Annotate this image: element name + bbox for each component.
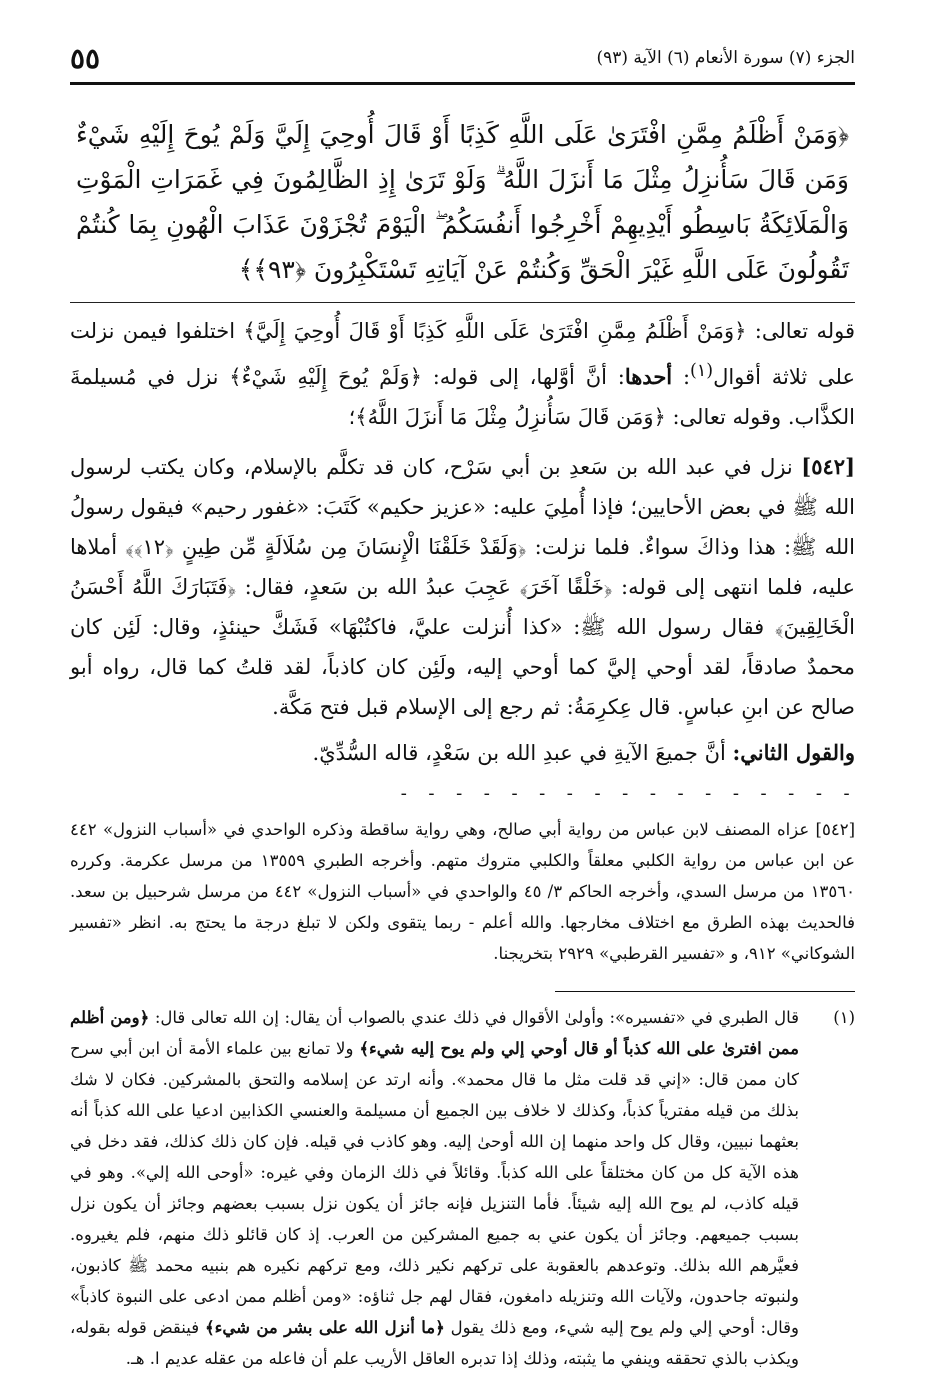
intro-colon: :	[672, 365, 691, 389]
header-rule	[70, 82, 855, 85]
first-opinion-text: : أنَّ أوَّلها، إلى قوله: ﴿وَلَمْ يُوحَ إِلَيْهِ شَيْءٌ﴾ نزل في مُسيلمةَ الكذَّاب. وقوله تعالى: ﴿وَمَن قَالَ سَأُنزِلُ مِثْلَ مَا أَنزَلَ اللَّهُ﴾؛	[70, 365, 855, 429]
footnote-lead: قال الطبري في «تفسيره»: وأولىٰ الأقوال في ذلك عندي بالصواب أن يقال: إن الله تعالى قال:	[149, 1008, 799, 1027]
verse-separator-rule	[70, 302, 855, 303]
footnote	[70, 1002, 855, 1374]
quran-verse: ﴿وَمَنْ أَظْلَمُ مِمَّنِ افْتَرَىٰ عَلَى اللَّهِ كَذِبًا أَوْ قَالَ أُوحِيَ إِلَيَّ وَلَمْ يُوحَ إِلَيْهِ شَيْءٌ وَمَن قَالَ سَأُنزِلُ مِثْلَ مَا أَنزَلَ اللَّهُ ۗ وَلَوْ تَرَىٰ إِذِ الظَّالِمُونَ فِي غَمَرَاتِ الْمَوْتِ وَالْمَلَائِكَةُ بَاسِطُو أَيْدِيهِمْ أَخْرِجُوا أَنفُسَكُمُ ۖ الْيَوْمَ تُجْزَوْنَ عَذَابَ الْهُونِ بِمَا كُنتُمْ تَقُولُونَ عَلَى اللَّهِ غَيْرَ الْحَقِّ وَكُنتُمْ عَنْ آيَاتِهِ تَسْتَكْبِرُونَ ﴿٩٣﴾﴾	[76, 120, 849, 284]
page-header	[70, 42, 855, 84]
narration-reference: [٥٤٢]	[801, 454, 855, 479]
intro-verse-quote: ﴿وَمَنْ أَظْلَمُ مِمَّنِ افْتَرَىٰ عَلَى اللَّهِ كَذِبًا أَوْ قَالَ أُوحِيَ إِلَيَّ﴾	[243, 319, 747, 343]
second-opinion-text: أنَّ جميعَ الآيةِ في عبدِ الله بن سَعْدٍ، قاله السُّدِّيّ.	[312, 741, 733, 765]
footnote-verse-quote: ﴿ومن أظلم ممن افترىٰ على الله كذباً أو قال أوحي إلي ولم يوح إليه شيء﴾	[70, 1008, 800, 1058]
dashed-separator: - - - - - - - - - - - - - - - - -	[398, 783, 855, 804]
intro-lead: قوله تعالى:	[746, 319, 855, 343]
running-header-title: الجزء (٧) سورة الأنعام (٦) الآية (٩٣)	[596, 48, 855, 68]
narration-text: نزل في عبد الله بن سَعدِ بن أبي سَرْح، كان قد تكلَّم بالإسلام، وكان يكتب لرسول الله ﷺ في بعض الأحايين؛ فإذا أُملِيَ عليه: «عزيز حكيم» كَتَبَ: «غفور رحيم» فيقول رسولُ الله ﷺ: هذا وذاكَ سواءٌ. فلما نزلت: ﴿وَلَقَدْ خَلَقْنَا الْإِنسَانَ مِن سُلَالَةٍ مِّن طِينٍ ﴿١٢﴾﴾ أملاها عليه، فلما انتهى إلى قوله: ﴿خَلْقًا آخَرَ﴾ عَجِبَ عبدُ الله بن سَعدٍ، فقال: ﴿فَتَبَارَكَ اللَّهُ أَحْسَنُ الْخَالِقِينَ﴾ فقال رسول الله ﷺ: «كذا أُنزلت عليَّ، فاكتُبْهَا» فَشَكَّ حينئذٍ، وقال: لَئِن كان محمدٌ صادقاً، لقد أوحي إليَّ كما أوحي إليه، ولَئِن كان كاذباً، لقد قلتُ كما قال، رواه أبو صالح عن ابنِ عباسٍ. قال عِكرِمَةُ: ثم رجع إلى الإسلام قبل فتح مَكَّة.	[70, 455, 855, 719]
footnote-body	[70, 1002, 799, 1374]
second-opinion-paragraph	[70, 733, 855, 773]
first-opinion-label: أحدها	[624, 364, 673, 389]
footnote-number: (١)	[833, 1008, 855, 1027]
narration-paragraph	[70, 447, 855, 727]
takhrij-note	[70, 814, 855, 969]
tafsir-intro-paragraph	[70, 311, 855, 437]
second-opinion-label: والقول الثاني:	[732, 740, 855, 765]
footnote-text-end: فينقض قوله بقوله، ويكذب بالذي تحققه وينفي ما يثبته، وذلك إذا تدبره العاقل الأريب علم أن فاعله من عقله عديم ا. هـ.	[70, 1318, 799, 1368]
takhrij-reference: [٥٤٢]	[815, 820, 855, 839]
page-number: ٥٥	[70, 42, 101, 75]
footnote-verse-quote-2: ﴿ما أنزل الله على بشر من شيء﴾	[204, 1318, 445, 1337]
footnote-reference[interactable]: (١)	[690, 361, 714, 381]
footnote-text: ولا تمانع بين علماء الأمة أن ابن أبي سرح كان ممن قال: «إني قد قلت مثل ما قال محمد». وأنه ارتد عن إسلامه والتحق بالمشركين. فكان لا شك بذلك من قيله مفترياً كذباً، وكذلك لا خلاف بين الجميع أن مسيلمة والعنسي الكذابين ادعيا على الله كذباً أنه بعثهما نبيين، وقال كل واحد منهما إن الله أوحىٰ إليه. وهو كاذب في قيله. فإن كان ذلك كذلك، فقد دخل في هذه الآية كل من كان مختلقاً على الله كذباً. وقائلاً في ذلك الزمان وفي غيره: «أوحى الله إلي». وهو في قيله كاذب، لم يوح الله إليه شيئاً. فأما التنزيل فإنه جائز أن يكون نزل بسبب بعضهم وجائز أن يكون نزل بسبب جميعهم. وجائز أن يكون عني به جميع المشركين من العرب. إذ كان قائلو ذلك منهم، فلم يغيروه. فعيَّرهم الله بذلك. وتوعدهم بالعقوبة على تركهم نكير ذلك، ومع تركهم نكيره هم بنبيه محمد ﷺ كاذبون، ولنبوته جاحدون، ولآيات الله وتنزيله دامغون، فقال لهم جل ثناؤه: «ومن أظلم ممن ادعى على النبوة كاذباً» وقال: أوحي إلي ولم يوح إليه شيء، ومع ذلك يقول	[70, 1039, 799, 1337]
footnote-rule	[555, 991, 855, 992]
takhrij-text: عزاه المصنف لابن عباس من رواية أبي صالح، وهي رواية ساقطة وذكره الواحدي في «أسباب النزول» ٤٤٢ عن ابن عباس من رواية الكلبي معلقاً والكلبي متروك متهم. وأخرجه الطبري ١٣٥٥٩ من مرسل عكرمة. وكرره ١٣٥٦٠ من مرسل السدي، وأخرجه الحاكم ٣/ ٤٥ والواحدي في «أسباب النزول» ٤٤٢ من مرسل شرحبيل بن سعد. فالحديث بهذه الطرق مع اختلاف مخارجها. والله أعلم - ربما يتقوى ولكن لا تبلغ درجة ما يحتج به. انظر «تفسير الشوكاني» ٩١٢، و «تفسير القرطبي» ٢٩٢٩ بتخريجنا.	[70, 820, 856, 963]
intro-text: اختلفوا فيمن نزلت على ثلاثة أقوال	[70, 319, 855, 389]
